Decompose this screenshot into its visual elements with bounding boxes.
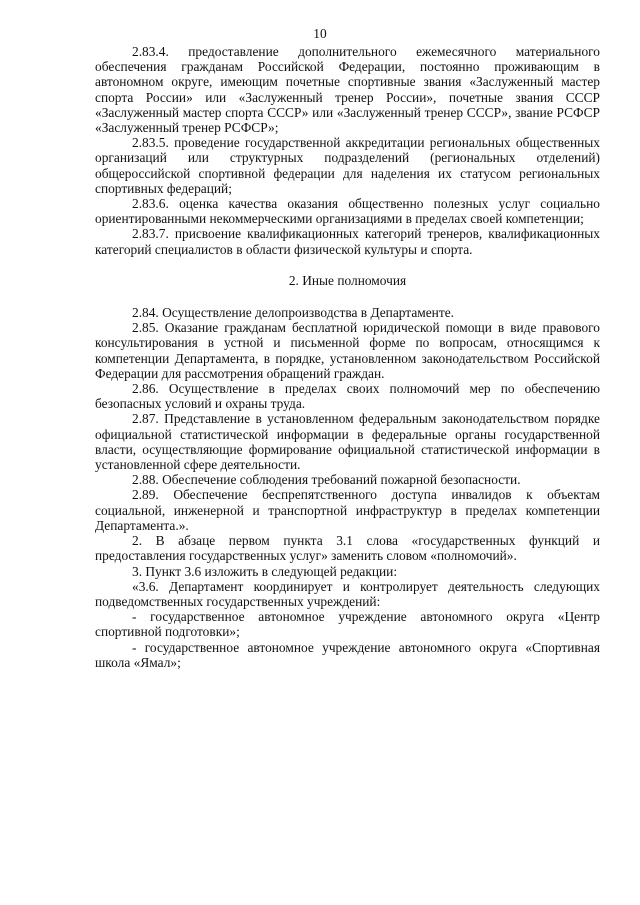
paragraph-2-88: 2.88. Обеспечение соблюдения требований пожарной безопасности. bbox=[132, 472, 521, 488]
paragraph-item-3: 3. Пункт 3.6 изложить в следующей редакции: bbox=[132, 563, 398, 579]
document-body bbox=[95, 44, 600, 670]
page-number: 10 bbox=[313, 26, 327, 41]
list-item-center: - государственное автономное учреждение автономного округа «Центр спортивной подготовки»; bbox=[95, 609, 600, 640]
paragraph-2-83-4: 2.83.4. предоставление дополнительного ежемесячного материального обеспечения гражданам Российской Федерации, постоянно проживающим в автономном округе, имеющим почетные спортивные звания «Заслуженный мастер спорта России» или «Заслуженный тренер России», почетные звания СССР «Заслуженный мастер спорта СССР» или «Заслуженный тренер СССР», звание РСФСР «Заслуженный тренер РСФСР»; bbox=[95, 44, 600, 136]
paragraph-2-83-6: 2.83.6. оценка качества оказания общественно полезных услуг социально ориентированными некоммерческими организациями в пределах своей компетенции; bbox=[95, 196, 600, 227]
paragraph-2-89: 2.89. Обеспечение беспрепятственного доступа инвалидов к объектам социальной, инженерной и транспортной инфраструктур в пределах компетенции Департамента.». bbox=[95, 487, 600, 533]
section-heading: 2. Иные полномочия bbox=[288, 272, 407, 288]
paragraph-2-84: 2.84. Осуществление делопроизводства в Департаменте. bbox=[132, 305, 454, 321]
paragraph-item-2: 2. В абзаце первом пункта 3.1 слова «государственных функций и предоставления государственных услуг» заменить словом «полномочий». bbox=[95, 533, 600, 564]
paragraph-2-86: 2.86. Осуществление в пределах своих полномочий мер по обеспечению безопасных условий и охраны труда. bbox=[95, 381, 600, 412]
paragraph-2-87: 2.87. Представление в установленном федеральным законодательством порядке официальной статистической информации в федеральные органы государственной власти, осуществляющие формирование официальной статистической информации в установленной сфере деятельности. bbox=[95, 411, 600, 473]
list-item-school: - государственное автономное учреждение автономного округа «Спортивная школа «Ямал»; bbox=[95, 639, 600, 670]
paragraph-2-85: 2.85. Оказание гражданам бесплатной юридической помощи в виде правового консультирования в устной и письменной форме по вопросам, относящимся к компетенции Департамента, в порядке, установленном законодательством Российской Федерации для рассмотрения обращений граждан. bbox=[95, 320, 600, 381]
paragraph-2-83-7: 2.83.7. присвоение квалификационных категорий тренеров, квалификационных категорий специалистов в области физической культуры и спорта. bbox=[95, 226, 600, 257]
paragraph-3-6: «3.6. Департамент координирует и контролирует деятельность следующих подведомственных государственных учреждений: bbox=[95, 578, 600, 609]
paragraph-2-83-5: 2.83.5. проведение государственной аккредитации региональных общественных организаций или структурных подразделений (региональных отделений) общероссийской спортивной федерации для наделения их статусом региональных спортивных федераций; bbox=[95, 135, 600, 196]
